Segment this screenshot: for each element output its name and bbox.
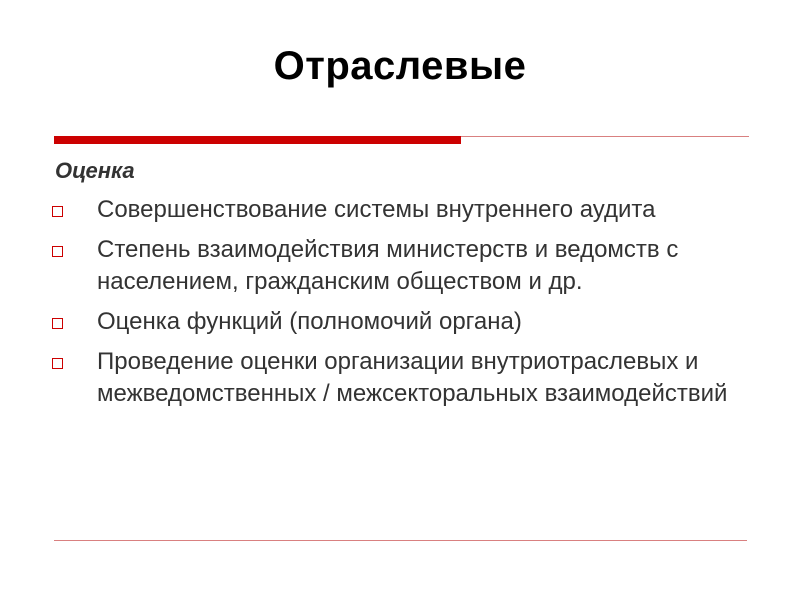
- bullet-item: [50, 346, 750, 410]
- bullet-item: [50, 194, 750, 226]
- hollow-square-icon: [52, 358, 63, 369]
- bullet-text: Оценка функций (полномочий органа): [97, 308, 522, 335]
- bullet-text: Степень взаимодействия министерств и ведомств с населением, гражданским обществом и др.: [97, 236, 679, 295]
- hollow-square-icon: [52, 206, 63, 217]
- title-underline-thick: [54, 136, 461, 144]
- hollow-square-icon: [52, 318, 63, 329]
- bullet-text: Проведение оценки организации внутриотраслевых и межведомственных / межсекторальных взаимодействий: [97, 348, 728, 407]
- title-underline-thin: [461, 136, 749, 137]
- bullet-item: [50, 306, 750, 338]
- hollow-square-icon: [52, 246, 63, 257]
- bullet-list: [50, 194, 750, 418]
- slide-title: Отраслевые: [273, 44, 527, 88]
- section-label: Оценка: [55, 158, 135, 183]
- bullet-text: Совершенствование системы внутреннего аудита: [97, 196, 656, 223]
- footer-divider: [54, 540, 747, 541]
- bullet-item: [50, 234, 750, 298]
